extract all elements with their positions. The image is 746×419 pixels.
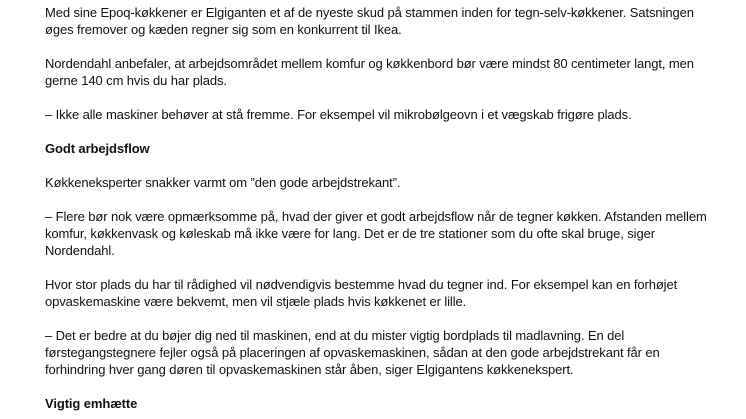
paragraph-6-line-1: Hvor stor plads du har til rådighed vil nødvendigvis bestemme hvad du tegner ind. For eksempel kan en forhøjet: [45, 277, 678, 292]
paragraph-4-line-1: Køkkeneksperter snakker varmt om ”den gode arbejdstrekant”.: [45, 175, 401, 190]
paragraph-2-line-1: Nordendahl anbefaler, at arbejdsområdet mellem komfur og køkkenbord bør være mindst 80 centimeter langt, men: [45, 56, 694, 71]
section-heading-emhaette: Vigtig emhætte: [45, 396, 138, 411]
paragraph-1-line-2: øges fremover og kæden regner sig som en konkurrent til Ikea.: [45, 22, 402, 37]
paragraph-6-line-2: opvaskemaskine være bekvemt, men vil stjæle plads hvis køkkenet er lille.: [45, 294, 467, 309]
paragraph-5-line-1: – Flere bør nok være opmærksomme på, hvad der giver et godt arbejdsflow når de tegner køkken. Afstanden mellem: [45, 209, 707, 224]
paragraph-7-line-2: førstegangstegnere fejler også på placeringen af opvaskemaskinen, sådan at den gode arbejdstrekant får en: [45, 345, 660, 360]
paragraph-5-line-3: Nordendahl.: [45, 243, 115, 258]
paragraph-7-line-1: – Det er bedre at du bøjer dig ned til maskinen, end at du mister vigtig bordplads til madlavning. En del: [45, 328, 625, 343]
section-heading-arbejdsflow: Godt arbejdsflow: [45, 141, 150, 156]
paragraph-1-line-1: Med sine Epoq-køkkener er Elgiganten et af de nyeste skud på stammen inden for tegn-selv-køkkener. Satsningen: [45, 5, 694, 20]
paragraph-3-line-1: – Ikke alle maskiner behøver at stå fremme. For eksempel vil mikrobølgeovn i et vægskab frigøre plads.: [45, 107, 632, 122]
paragraph-2-line-2: gerne 140 cm hvis du har plads.: [45, 73, 227, 88]
paragraph-5-line-2: komfur, køkkenvask og køleskab må ikke være for lang. Det er de tre stationer som du ofte skal bruge, siger: [45, 226, 655, 241]
paragraph-7-line-3: forhindring hver gang døren til opvaskemaskinen står åben, siger Elgigantens køkkenekspert.: [45, 362, 574, 377]
